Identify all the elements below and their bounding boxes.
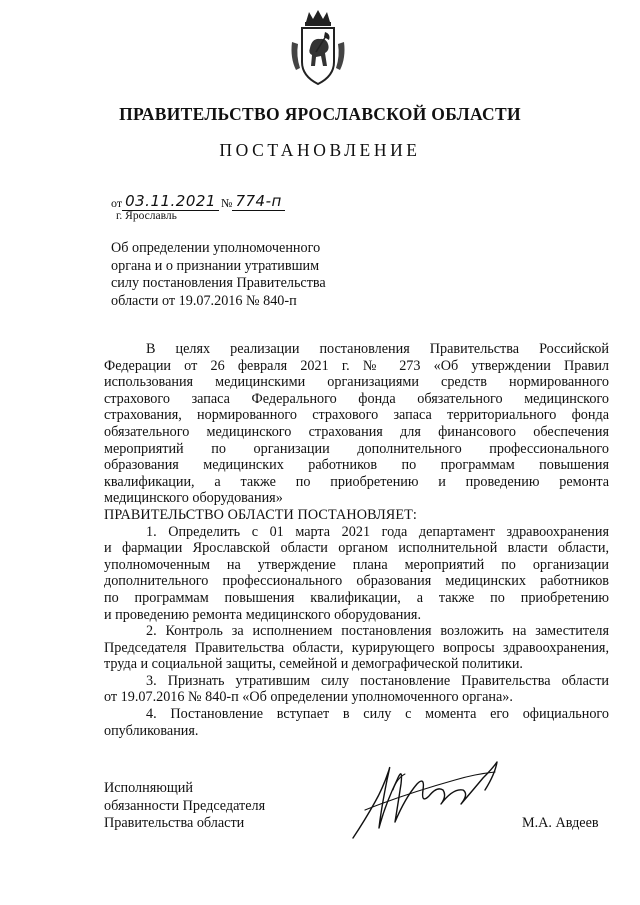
item-line: и проведению ремонта медицинского оборудования.: [104, 606, 421, 623]
item-line: 1. Определить с 01 марта 2021 года департамент здравоохранения: [146, 523, 609, 540]
item-line: дополнительного профессионального образования медицинских работников: [104, 573, 609, 590]
item-line: опубликования.: [104, 722, 199, 739]
item-line: по программам повышения квалификации, а также по приобретению: [104, 589, 609, 606]
item-line: и фармации Ярославской области органом исполнительной власти области,: [104, 540, 609, 557]
subject-line: силу постановления Правительства: [111, 275, 326, 292]
decree-heading: ПРАВИТЕЛЬСТВО ОБЛАСТИ ПОСТАНОВЛЯЕТ:: [104, 506, 417, 523]
preamble-line: мероприятий по организации дополнительного профессионального: [104, 440, 609, 457]
document-type: ПОСТАНОВЛЕНИЕ: [219, 140, 421, 160]
preamble-line: Федерации от 26 февраля 2021 г. № 273 «Об утверждении Правил: [104, 357, 609, 374]
subject-line: Об определении уполномоченного: [111, 240, 321, 256]
item-line: труда и социальной защиты, семейной и демографической политики.: [104, 656, 523, 673]
document-body: [104, 341, 609, 739]
preamble-line: страхования, нормированного страхового запаса территориального фонда: [104, 407, 609, 424]
preamble-line: страхового запаса Федерального фонда обязательного медицинского: [104, 390, 609, 407]
signatory-title-line: Исполняющий: [104, 780, 193, 796]
preamble-line: образования медицинских работников по программам повышения: [104, 457, 609, 474]
item-3: [104, 673, 609, 706]
signatory-title-line: обязанности Председателя: [104, 797, 266, 814]
subject-line: органа и о признании утратившим: [111, 257, 320, 274]
item-line: 2. Контроль за исполнением постановления возложить на заместителя: [146, 623, 609, 640]
preamble-line: квалификации, а также по приобретению и проведению ремонта: [104, 473, 609, 490]
from-label: от: [111, 196, 123, 210]
item-line: от 19.07.2016 № 840-п «Об определении уполномоченного органа».: [104, 689, 513, 706]
date-number-line: [111, 192, 285, 211]
preamble-line: В целях реализации постановления Правительства Российской: [146, 341, 609, 357]
preamble: [104, 341, 609, 507]
document-number: 774-п: [232, 192, 284, 211]
item-1: [104, 524, 609, 624]
city-label: г. Ярославль: [116, 210, 177, 222]
number-label: №: [220, 196, 233, 210]
document-subject: [111, 240, 371, 310]
subject-line: области от 19.07.2016 № 840-п: [111, 292, 297, 309]
document-date: 03.11.2021: [122, 192, 219, 211]
signatory-title: [104, 780, 265, 833]
yaroslavl-coat-of-arms-icon: [288, 8, 348, 88]
preamble-line: медицинского оборудования»: [104, 490, 283, 507]
government-title: ПРАВИТЕЛЬСТВО ЯРОСЛАВСКОЙ ОБЛАСТИ: [119, 104, 521, 124]
item-line: Председателя Правительства области, курирующего вопросы здравоохранения,: [104, 639, 609, 656]
signatory-title-line: Правительства области: [104, 815, 245, 832]
signatory-name: М.А. Авдеев: [522, 815, 599, 831]
item-line: 3. Признать утратившим силу постановление Правительства области: [146, 672, 609, 689]
item-2: [104, 623, 609, 673]
handwritten-signature: [345, 750, 505, 845]
item-4: [104, 706, 609, 739]
item-line: уполномоченным на утверждение плана мероприятий по организации: [104, 556, 609, 573]
preamble-line: использования медицинскими организациями средств нормированного: [104, 374, 609, 391]
preamble-line: обязательного медицинского страхования для финансового обеспечения: [104, 423, 609, 440]
item-line: 4. Постановление вступает в силу с момента его официального: [146, 706, 609, 723]
